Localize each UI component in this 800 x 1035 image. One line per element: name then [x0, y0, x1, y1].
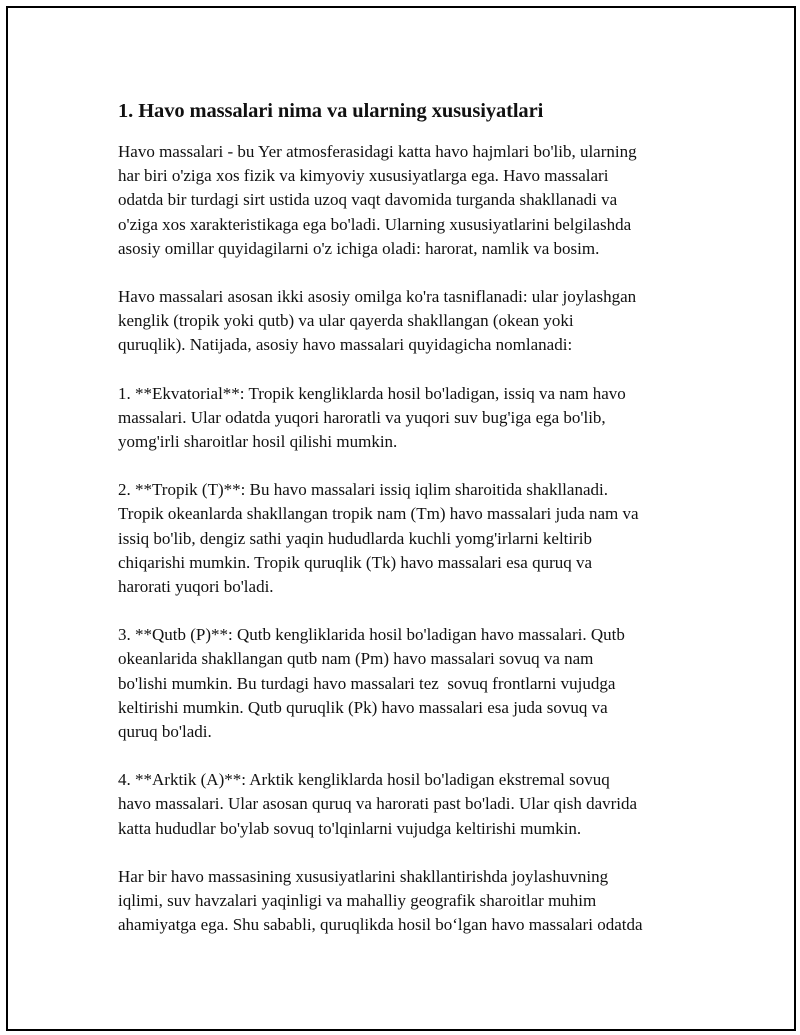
list-item-arctic: 4. **Arktik (A)**: Arktik kengliklarda hosil bo'ladigan ekstremal sovuq havo massalari. Ular asosan quruq va harorati past bo'ladi. Ular qish davrida katta hududlar bo'ylab sovuq to'lqinlarni vujudga keltirishi mumkin. [118, 770, 638, 838]
list-item-polar: 3. **Qutb (P)**: Qutb kengliklarida hosil bo'ladigan havo massalari. Qutb okeanlarida shakllangan qutb nam (Pm) havo massalari sovuq va nam bo'lishi mumkin. Bu turdagi havo massalari tez sovuq frontlarni vujudga keltirishi mumkin. Qutb quruqlik (Pk) havo massalari esa juda sovuq va quruq bo'ladi. [118, 625, 625, 742]
list-item-equatorial: 1. **Ekvatorial**: Tropik kengliklarda hosil bo'ladigan, issiq va nam havo massalari. Ular odatda yuqori haroratli va yuqori suv bug'iga ega bo'lib, yomg'irli sharoitlar hosil qilishi mumkin. [118, 383, 626, 452]
paragraph-intro: Havo massalari - bu Yer atmosferasidagi katta havo hajmlari bo'lib, ularning har biri o'ziga xos fizik va kimyoviy xususiyatlarga ega. Havo massalari odatda bir turdagi sirt ustida uzoq vaqt davomida turganda shakllanadi va o'ziga xos xarakteristikaga ega bo'ladi. Ularning xususiyatlarini belgilashda asosiy omillar quyidagilarni o'z ichiga oladi: harorat, namlik va bosim. [118, 142, 637, 258]
list-item-tropical: 2. **Tropik (T)**: Bu havo massalari issiq iqlim sharoitida shakllanadi. Tropik okeanlarda shakllangan tropik nam (Tm) havo massalari juda nam va issiq bo'lib, dengiz sathi yaqin hududlarda kuchli yomg'irlarni keltirib chiqarishi mumkin. Tropik quruqlik (Tk) havo massalari esa quruq va harorati yuqori bo'ladi. [118, 480, 639, 597]
document-body [118, 96, 698, 961]
paragraph-conclusion: Har bir havo massasining xususiyatlarini shakllantirishda joylashuvning iqlimi, suv havzalari yaqinligi va mahalliy geografik sharoitlar muhim ahamiyatga ega. Shu sababli, quruqlikda hosil bo‘lgan havo massalari odatda [118, 866, 643, 935]
section-heading: 1. Havo massalari nima va ularning xususiyatlari [118, 100, 544, 122]
document-page [6, 6, 796, 1031]
paragraph-classification: Havo massalari asosan ikki asosiy omilga ko'ra tasniflanadi: ular joylashgan kenglik (tropik yoki qutb) va ular qayerda shakllangan (okean yoki quruqlik). Natijada, asosiy havo massalari quyidagicha nomlanadi: [118, 287, 637, 355]
